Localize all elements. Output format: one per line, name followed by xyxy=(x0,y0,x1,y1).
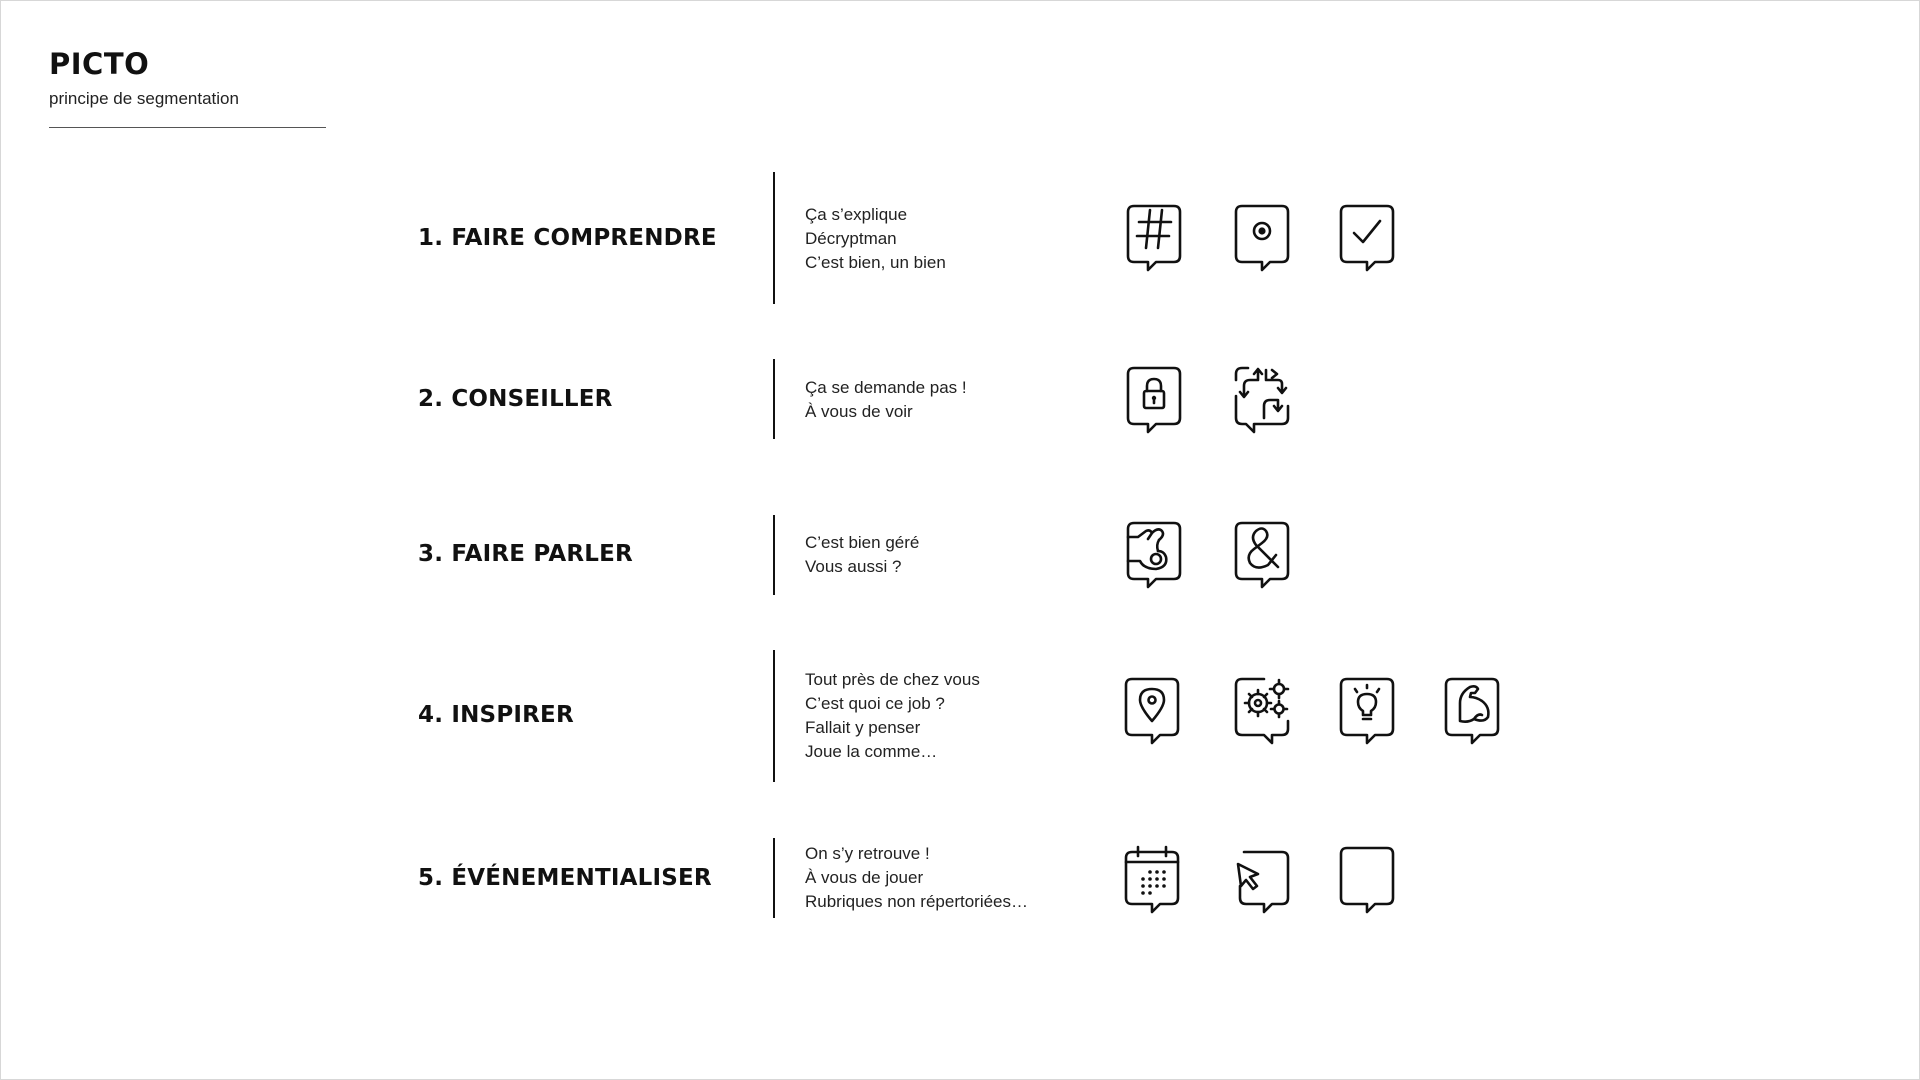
rubric-item: C’est bien géré xyxy=(805,533,920,552)
vertical-divider xyxy=(773,838,775,918)
hashtag-bubble-icon xyxy=(1126,204,1188,276)
checkmark-bubble-icon xyxy=(1339,204,1401,276)
page-subtitle: principe de segmentation xyxy=(49,89,239,108)
rubric-list xyxy=(805,203,946,275)
calendar-bubble-icon xyxy=(1124,846,1186,918)
header-divider xyxy=(49,127,326,128)
rubric-item: Décryptman xyxy=(805,229,897,248)
vertical-divider xyxy=(773,359,775,439)
eye-bubble-icon xyxy=(1234,204,1296,276)
category-title: 3. FAIRE PARLER xyxy=(418,541,633,567)
category-title: 2. CONSEILLER xyxy=(418,386,613,412)
rubric-item: Ça se demande pas ! xyxy=(805,378,967,397)
vertical-divider xyxy=(773,172,775,304)
rubric-list xyxy=(805,842,1028,914)
rubric-list xyxy=(805,668,980,764)
rubric-item: Ça s’explique xyxy=(805,205,908,224)
rubric-item: C’est quoi ce job ? xyxy=(805,694,945,713)
rubric-item: Rubriques non répertoriées… xyxy=(805,892,1029,911)
rubric-item: C’est bien, un bien xyxy=(805,253,946,272)
vertical-divider xyxy=(773,515,775,595)
rubric-item: Joue la comme… xyxy=(805,742,938,761)
ok-hand-bubble-icon xyxy=(1126,521,1188,593)
location-pin-bubble-icon xyxy=(1124,677,1186,749)
category-title: 4. INSPIRER xyxy=(418,702,574,728)
vertical-divider xyxy=(773,650,775,782)
page-header xyxy=(49,44,239,110)
category-title: 5. ÉVÉNEMENTIALISER xyxy=(418,865,712,891)
rubric-item: À vous de jouer xyxy=(805,868,924,887)
lightbulb-bubble-icon xyxy=(1339,677,1401,749)
rubric-item: Fallait y penser xyxy=(805,718,921,737)
rubric-item: On s’y retrouve ! xyxy=(805,844,930,863)
arrows-bubble-icon xyxy=(1234,366,1296,438)
gears-bubble-icon xyxy=(1234,677,1296,749)
category-title: 1. FAIRE COMPRENDRE xyxy=(418,225,717,251)
cursor-bubble-icon xyxy=(1224,846,1286,918)
rubric-list xyxy=(805,376,967,424)
bicep-bubble-icon xyxy=(1444,677,1506,749)
rubric-item: Vous aussi ? xyxy=(805,557,902,576)
empty-bubble-icon xyxy=(1339,846,1401,918)
rubric-item: Tout près de chez vous xyxy=(805,670,980,689)
rubric-item: À vous de voir xyxy=(805,402,913,421)
rubric-list xyxy=(805,531,919,579)
padlock-bubble-icon xyxy=(1126,366,1188,438)
ampersand-bubble-icon xyxy=(1234,521,1296,593)
page-title: PICTO xyxy=(49,47,150,81)
